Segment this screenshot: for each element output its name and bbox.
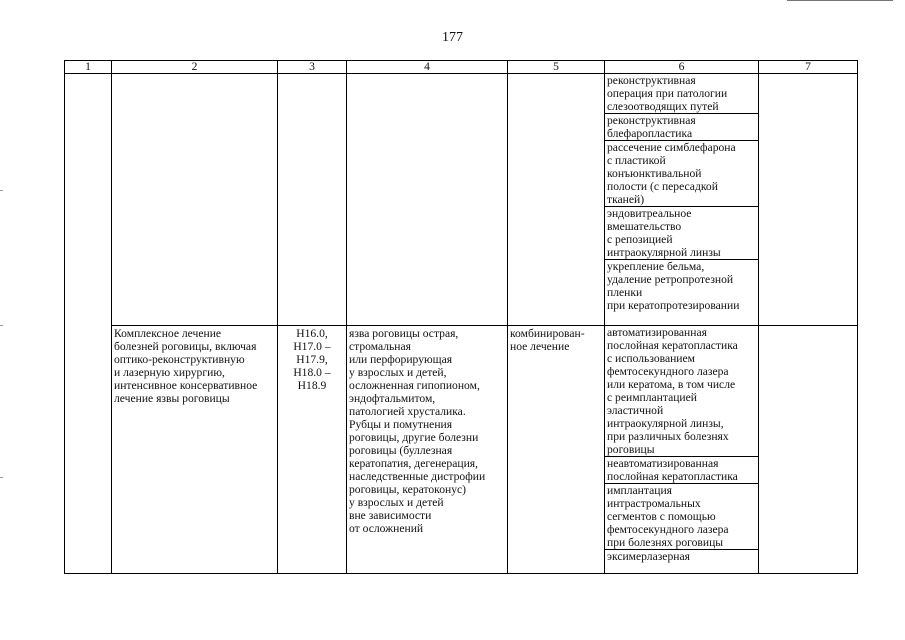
scan-mark [0, 477, 3, 478]
method-item: укрепление бельма, удаление ретропротезной пленки при кератопротезировании [607, 260, 740, 312]
cost-cell [759, 326, 858, 574]
column-number: 5 [508, 61, 605, 74]
row-number-cell [65, 74, 112, 574]
method-item: автоматизированная послойная кератопластика с использованием фемтосекундного лазера или кератома, в том числе с реимплантацией эластичной интраокулярной линзы, при различных болезнях роговицы [605, 326, 758, 457]
treatment-type-cell [508, 74, 605, 326]
table-row [65, 326, 858, 574]
column-number: 7 [759, 61, 858, 74]
method-item: эндовитреальное вмешательство с репозицией интраокулярной линзы [605, 207, 758, 260]
method-cell [605, 74, 759, 326]
method-item: эксимерлазерная [607, 550, 690, 563]
condition-cell: язва роговицы острая, стромальная или перфорирующая у взрослых и детей, осложненная гипопионом, эндофтальмитом, патологией хрусталика. Рубцы и помутнения роговицы, другие болезни роговицы (буллезная кератопатия, дегенерация, наследственные дистрофии роговицы, кератоконус) у взрослых и детей вне зависимости от осложнений [347, 326, 508, 574]
method-item: реконструктивная блефаропластика [605, 114, 758, 141]
column-number: 1 [65, 61, 112, 74]
top-rule [787, 0, 893, 1]
scan-mark [0, 190, 3, 191]
icd-code-cell: H16.0, H17.0 – H17.9, H18.0 – H18.9 [278, 326, 347, 574]
column-number-row [65, 61, 858, 74]
column-number: 6 [605, 61, 759, 74]
condition-cell [347, 74, 508, 326]
icd-code-cell [278, 74, 347, 326]
cost-cell [759, 74, 858, 326]
method-item: неавтоматизированная послойная кератопластика [605, 457, 758, 484]
column-number: 2 [112, 61, 278, 74]
care-type-cell: Комплексное лечение болезней роговицы, включая оптико-реконструктивную и лазерную хирургию, интенсивное консервативное лечение язвы роговицы [112, 326, 278, 574]
method-item: реконструктивная операция при патологии слезоотводящих путей [605, 74, 758, 114]
services-table [64, 60, 858, 574]
scan-mark [0, 325, 3, 326]
method-item: имплантация интрастромальных сегментов с помощью фемтосекундного лазера при болезнях роговицы [605, 484, 758, 550]
table-row [65, 74, 858, 326]
page-number: 177 [442, 30, 463, 45]
treatment-type-cell: комбинирован- ное лечение [508, 326, 605, 574]
method-cell [605, 326, 759, 574]
method-item: рассечение симблефарона с пластикой конъюнктивальной полости (с пересадкой тканей) [605, 141, 758, 207]
column-number: 3 [278, 61, 347, 74]
column-number: 4 [347, 61, 508, 74]
care-type-cell [112, 74, 278, 326]
